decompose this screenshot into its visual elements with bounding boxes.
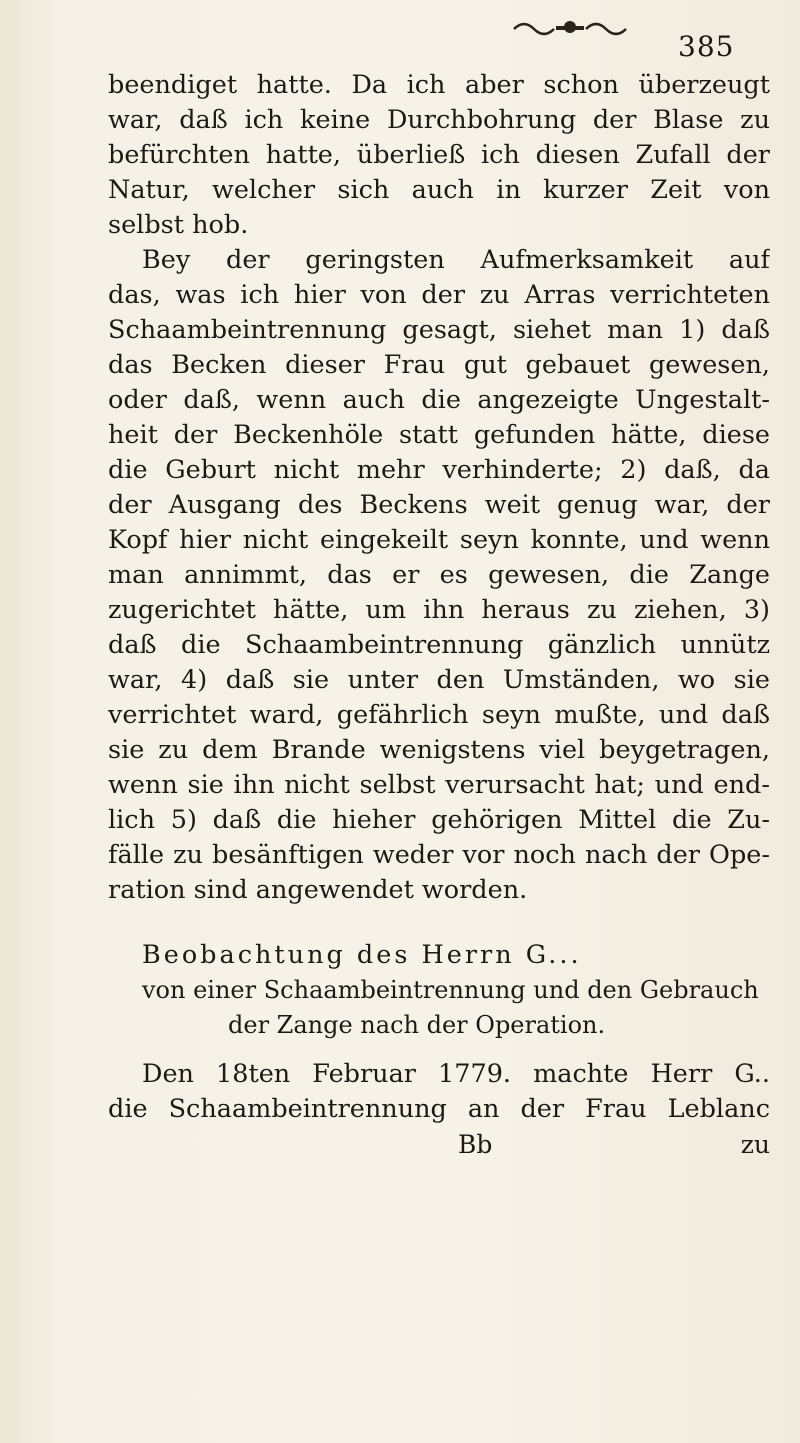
text-line-21: wenn sie ihn nicht selbst verursacht hat; und end- — [108, 770, 770, 800]
header-ornament — [505, 8, 635, 48]
body-text — [108, 68, 770, 1162]
text-line-24: ration sind angewendet worden. — [108, 875, 528, 905]
text-line-8: Schaambeintrennung gesagt, siehet man 1) daß — [108, 315, 770, 345]
text-line-3: befürchten hatte, überließ ich diesen Zufall der — [108, 140, 770, 170]
text-line-2: war, daß ich keine Durchbohrung der Blase zu — [108, 105, 770, 135]
ornament-icon — [510, 13, 630, 43]
text-line-26: die Schaambeintrennung an der Frau Leblanc — [108, 1094, 770, 1124]
text-line-12: die Geburt nicht mehr verhinderte; 2) daß, da — [108, 455, 770, 485]
text-line-11: heit der Beckenhöle statt gefunden hätte, diese — [108, 420, 770, 450]
section-gap — [108, 908, 770, 938]
section-subheading-line-1: von einer Schaambeintrennung und den Gebrauch — [142, 976, 759, 1004]
text-line-18: war, 4) daß sie unter den Umständen, wo sie — [108, 665, 770, 695]
subheading-gap — [108, 1043, 770, 1057]
text-line-15: man annimmt, das er es gewesen, die Zange — [108, 560, 770, 590]
text-line-20: sie zu dem Brande wenigstens viel beygetragen, — [108, 735, 770, 765]
text-line-16: zugerichtet hätte, um ihn heraus zu ziehen, 3) — [108, 595, 770, 625]
footer-row — [108, 1127, 770, 1162]
text-line-7: das, was ich hier von der zu Arras verrichteten — [108, 280, 770, 310]
text-line-25: Den 18ten Februar 1779. machte Herr G.. — [142, 1059, 770, 1089]
page-number: 385 — [678, 30, 735, 63]
text-line-14: Kopf hier nicht eingekeilt seyn konnte, und wenn — [108, 525, 770, 555]
text-line-13: der Ausgang des Beckens weit genug war, der — [108, 490, 770, 520]
text-line-4: Natur, welcher sich auch in kurzer Zeit von — [108, 175, 770, 205]
text-line-5: selbst hob. — [108, 210, 249, 240]
text-line-10: oder daß, wenn auch die angezeigte Ungestalt- — [108, 385, 770, 415]
text-line-9: das Becken dieser Frau gut gebauet gewesen, — [108, 350, 770, 380]
text-line-17: daß die Schaambeintrennung gänzlich unnütz — [108, 630, 770, 660]
text-line-23: fälle zu besänftigen weder vor noch nach der Ope- — [108, 840, 770, 870]
section-heading: Beobachtung des Herrn G... — [142, 940, 582, 970]
text-line-19: verrichtet ward, gefährlich seyn mußte, und daß — [108, 700, 770, 730]
text-line-6: Bey der geringsten Aufmerksamkeit auf — [142, 245, 770, 275]
text-line-22: lich 5) daß die hieher gehörigen Mittel die Zu- — [108, 805, 770, 835]
signature-mark: Bb — [458, 1130, 493, 1159]
text-line-1: beendiget hatte. Da ich aber schon überzeugt — [108, 70, 770, 100]
section-subheading-line-2: der Zange nach der Operation. — [228, 1011, 606, 1039]
catchword: zu — [740, 1130, 770, 1159]
